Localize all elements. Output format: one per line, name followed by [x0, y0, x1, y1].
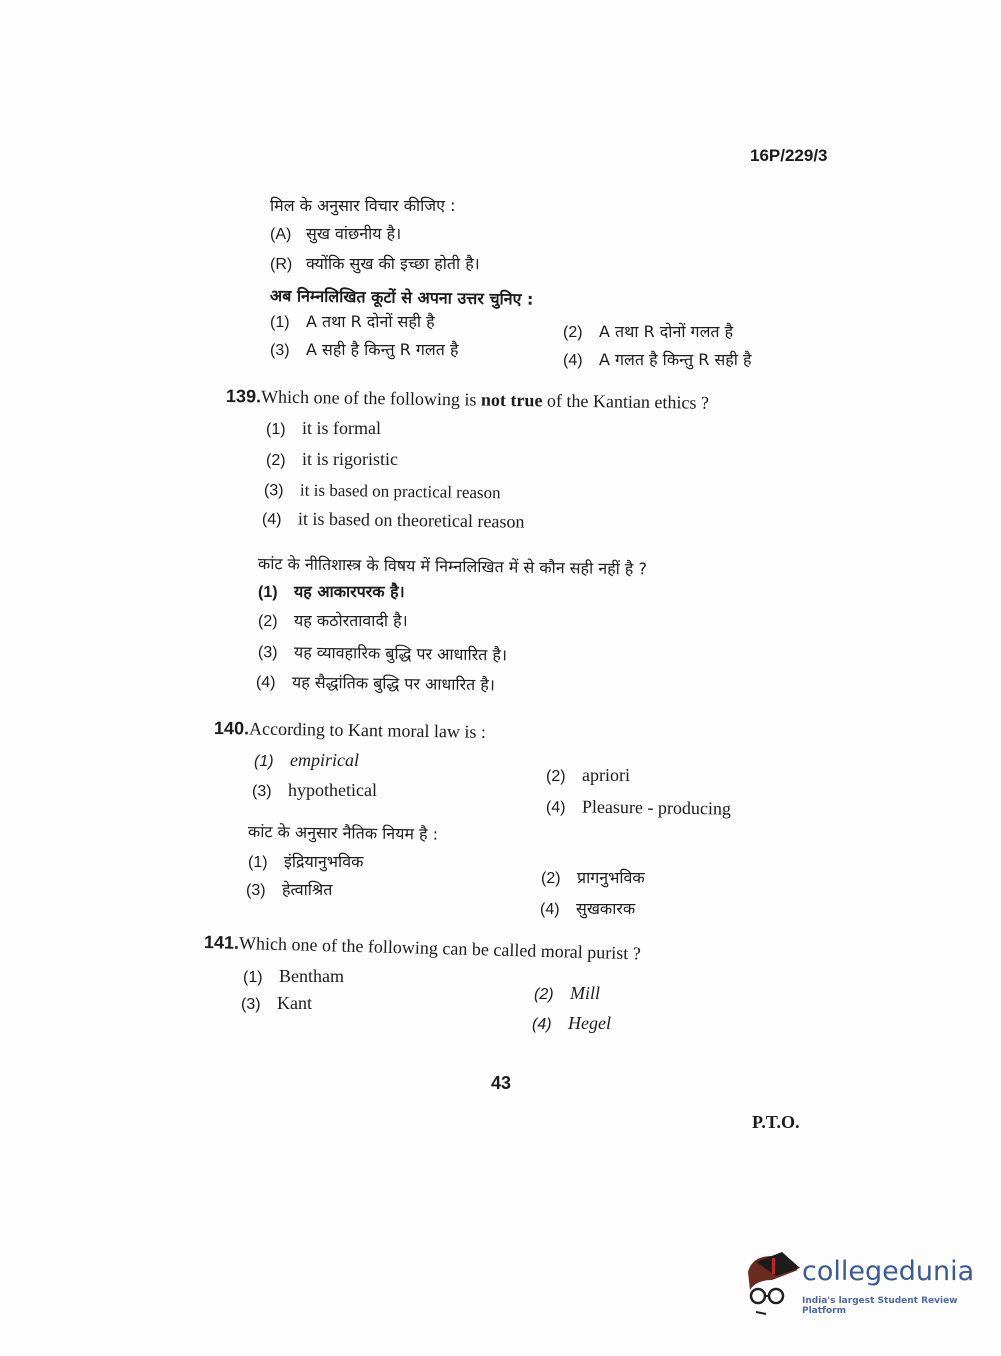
question-text: According to Kant moral law is : — [248, 718, 487, 742]
option-text: क्योंकि सुख की इच्छा होती है। — [306, 254, 480, 273]
option — [563, 320, 733, 342]
option-text: A तथा R दोनों गलत है — [599, 322, 734, 341]
question-text: Which one of the following can be called moral purist ? — [238, 932, 642, 964]
option — [258, 609, 408, 631]
option-text: it is formal — [302, 418, 381, 438]
option — [248, 850, 363, 872]
option-num: (1) — [270, 314, 290, 331]
option-text: यह व्यावहारिक बुद्धि पर आधारित है। — [293, 642, 508, 665]
option-text: Mill — [570, 983, 600, 1003]
option-num: (A) — [270, 226, 292, 243]
paper-code: 16P/229/3 — [750, 146, 828, 165]
option-num: (2) — [258, 613, 278, 630]
option-text: Kant — [277, 993, 312, 1013]
option-text: Hegel — [568, 1013, 611, 1033]
option — [262, 508, 525, 533]
q139-hi-question: कांट के नीतिशास्त्र के विषय में निम्नलिखित में से कौन सही नहीं है ? — [257, 554, 648, 579]
option — [270, 338, 458, 360]
q138-prompt: अब निम्नलिखित कूटों से अपना उत्तर चुनिए : — [269, 286, 534, 309]
option — [266, 449, 398, 470]
option-num: (3) — [241, 996, 261, 1013]
option-num: (4) — [545, 799, 566, 817]
option — [241, 993, 312, 1014]
option-text: A सही है किन्तु R गलत है — [306, 340, 459, 359]
option-text: hypothetical — [288, 780, 377, 800]
option-text: Bentham — [279, 966, 344, 986]
option-text: A तथा R दोनों सही है — [306, 312, 435, 331]
option — [254, 750, 359, 771]
option-num: (3) — [257, 644, 278, 662]
option — [243, 966, 344, 987]
option-num: (1) — [248, 854, 268, 871]
option — [246, 878, 332, 900]
option-text: empirical — [290, 750, 359, 770]
option-text: it is rigoristic — [302, 449, 398, 469]
option-num: (4) — [532, 1016, 552, 1033]
option-num: (4) — [255, 674, 276, 692]
option-text: it is based on theoretical reason — [297, 508, 525, 532]
option-text: Pleasure - producing — [581, 796, 732, 819]
option — [546, 765, 630, 786]
page-number: 43 — [491, 1073, 512, 1093]
question-number: 140. — [213, 718, 250, 739]
option-text: it is based on practical reason — [299, 480, 501, 503]
option-text: सुख वांछनीय है। — [306, 224, 402, 243]
logo-tagline: India's largest Student Review Platform — [802, 1296, 958, 1316]
mascot-icon — [742, 1250, 802, 1320]
q138-hi-intro: मिल के अनुसार विचार कीजिए : — [270, 196, 456, 215]
q141-question — [204, 932, 641, 964]
option-num: (4) — [540, 901, 560, 918]
option-text: यह आकारपरक है। — [294, 582, 405, 601]
option-text: हेत्वाश्रित — [282, 880, 333, 899]
logo-name: collegedunia — [802, 1256, 975, 1287]
option — [563, 348, 751, 370]
option-num: (1) — [243, 969, 263, 986]
q139-question — [226, 386, 709, 414]
option-num: (2) — [541, 870, 561, 887]
option — [256, 670, 495, 695]
option-text: A गलत है किन्तु R सही है — [599, 350, 752, 369]
option-text: सुखकारक — [576, 899, 636, 918]
option — [266, 418, 381, 439]
option-num: (3) — [263, 482, 284, 500]
option-num: (1) — [258, 584, 278, 601]
question-emphasis: not true — [480, 389, 543, 411]
q138-assertion — [270, 222, 401, 244]
q140-hi-question: कांट के अनुसार नैतिक नियम है : — [247, 822, 439, 844]
option-num: (2) — [546, 768, 566, 785]
q140-question — [214, 718, 486, 743]
option-num: (1) — [254, 753, 274, 770]
option-text: इंद्रियानुभविक — [284, 852, 364, 871]
question-number: 141. — [203, 932, 240, 953]
q138-reason — [270, 252, 480, 274]
option-text: प्रागनुभविक — [577, 868, 645, 887]
option-text: apriori — [582, 765, 630, 785]
option — [258, 580, 405, 602]
option — [264, 480, 501, 503]
question-text: of the Kantian ethics ? — [542, 390, 710, 413]
option-num: (1) — [266, 421, 286, 438]
option-num: (2) — [266, 452, 286, 469]
option — [258, 640, 507, 665]
option-num: (3) — [270, 342, 290, 359]
option-num: (3) — [246, 882, 266, 899]
question-number: 139. — [225, 386, 262, 407]
option — [532, 1013, 611, 1034]
option — [270, 310, 435, 332]
option — [252, 780, 377, 801]
option-num: (2) — [563, 324, 583, 341]
collegedunia-logo — [742, 1250, 975, 1320]
option — [546, 796, 731, 820]
pto-label: P.T.O. — [752, 1112, 800, 1132]
option-num: (R) — [270, 256, 293, 273]
option — [541, 866, 645, 888]
option-num: (4) — [563, 352, 583, 369]
option-num: (2) — [534, 986, 554, 1003]
option-num: (4) — [261, 511, 282, 529]
option — [540, 897, 635, 919]
question-text: Which one of the following is — [260, 386, 482, 410]
option-text: यह कठोरतावादी है। — [294, 611, 408, 630]
option-text: यह सैद्धांतिक बुद्धि पर आधारित है। — [291, 672, 496, 695]
option — [534, 983, 600, 1004]
option-num: (3) — [252, 783, 272, 800]
